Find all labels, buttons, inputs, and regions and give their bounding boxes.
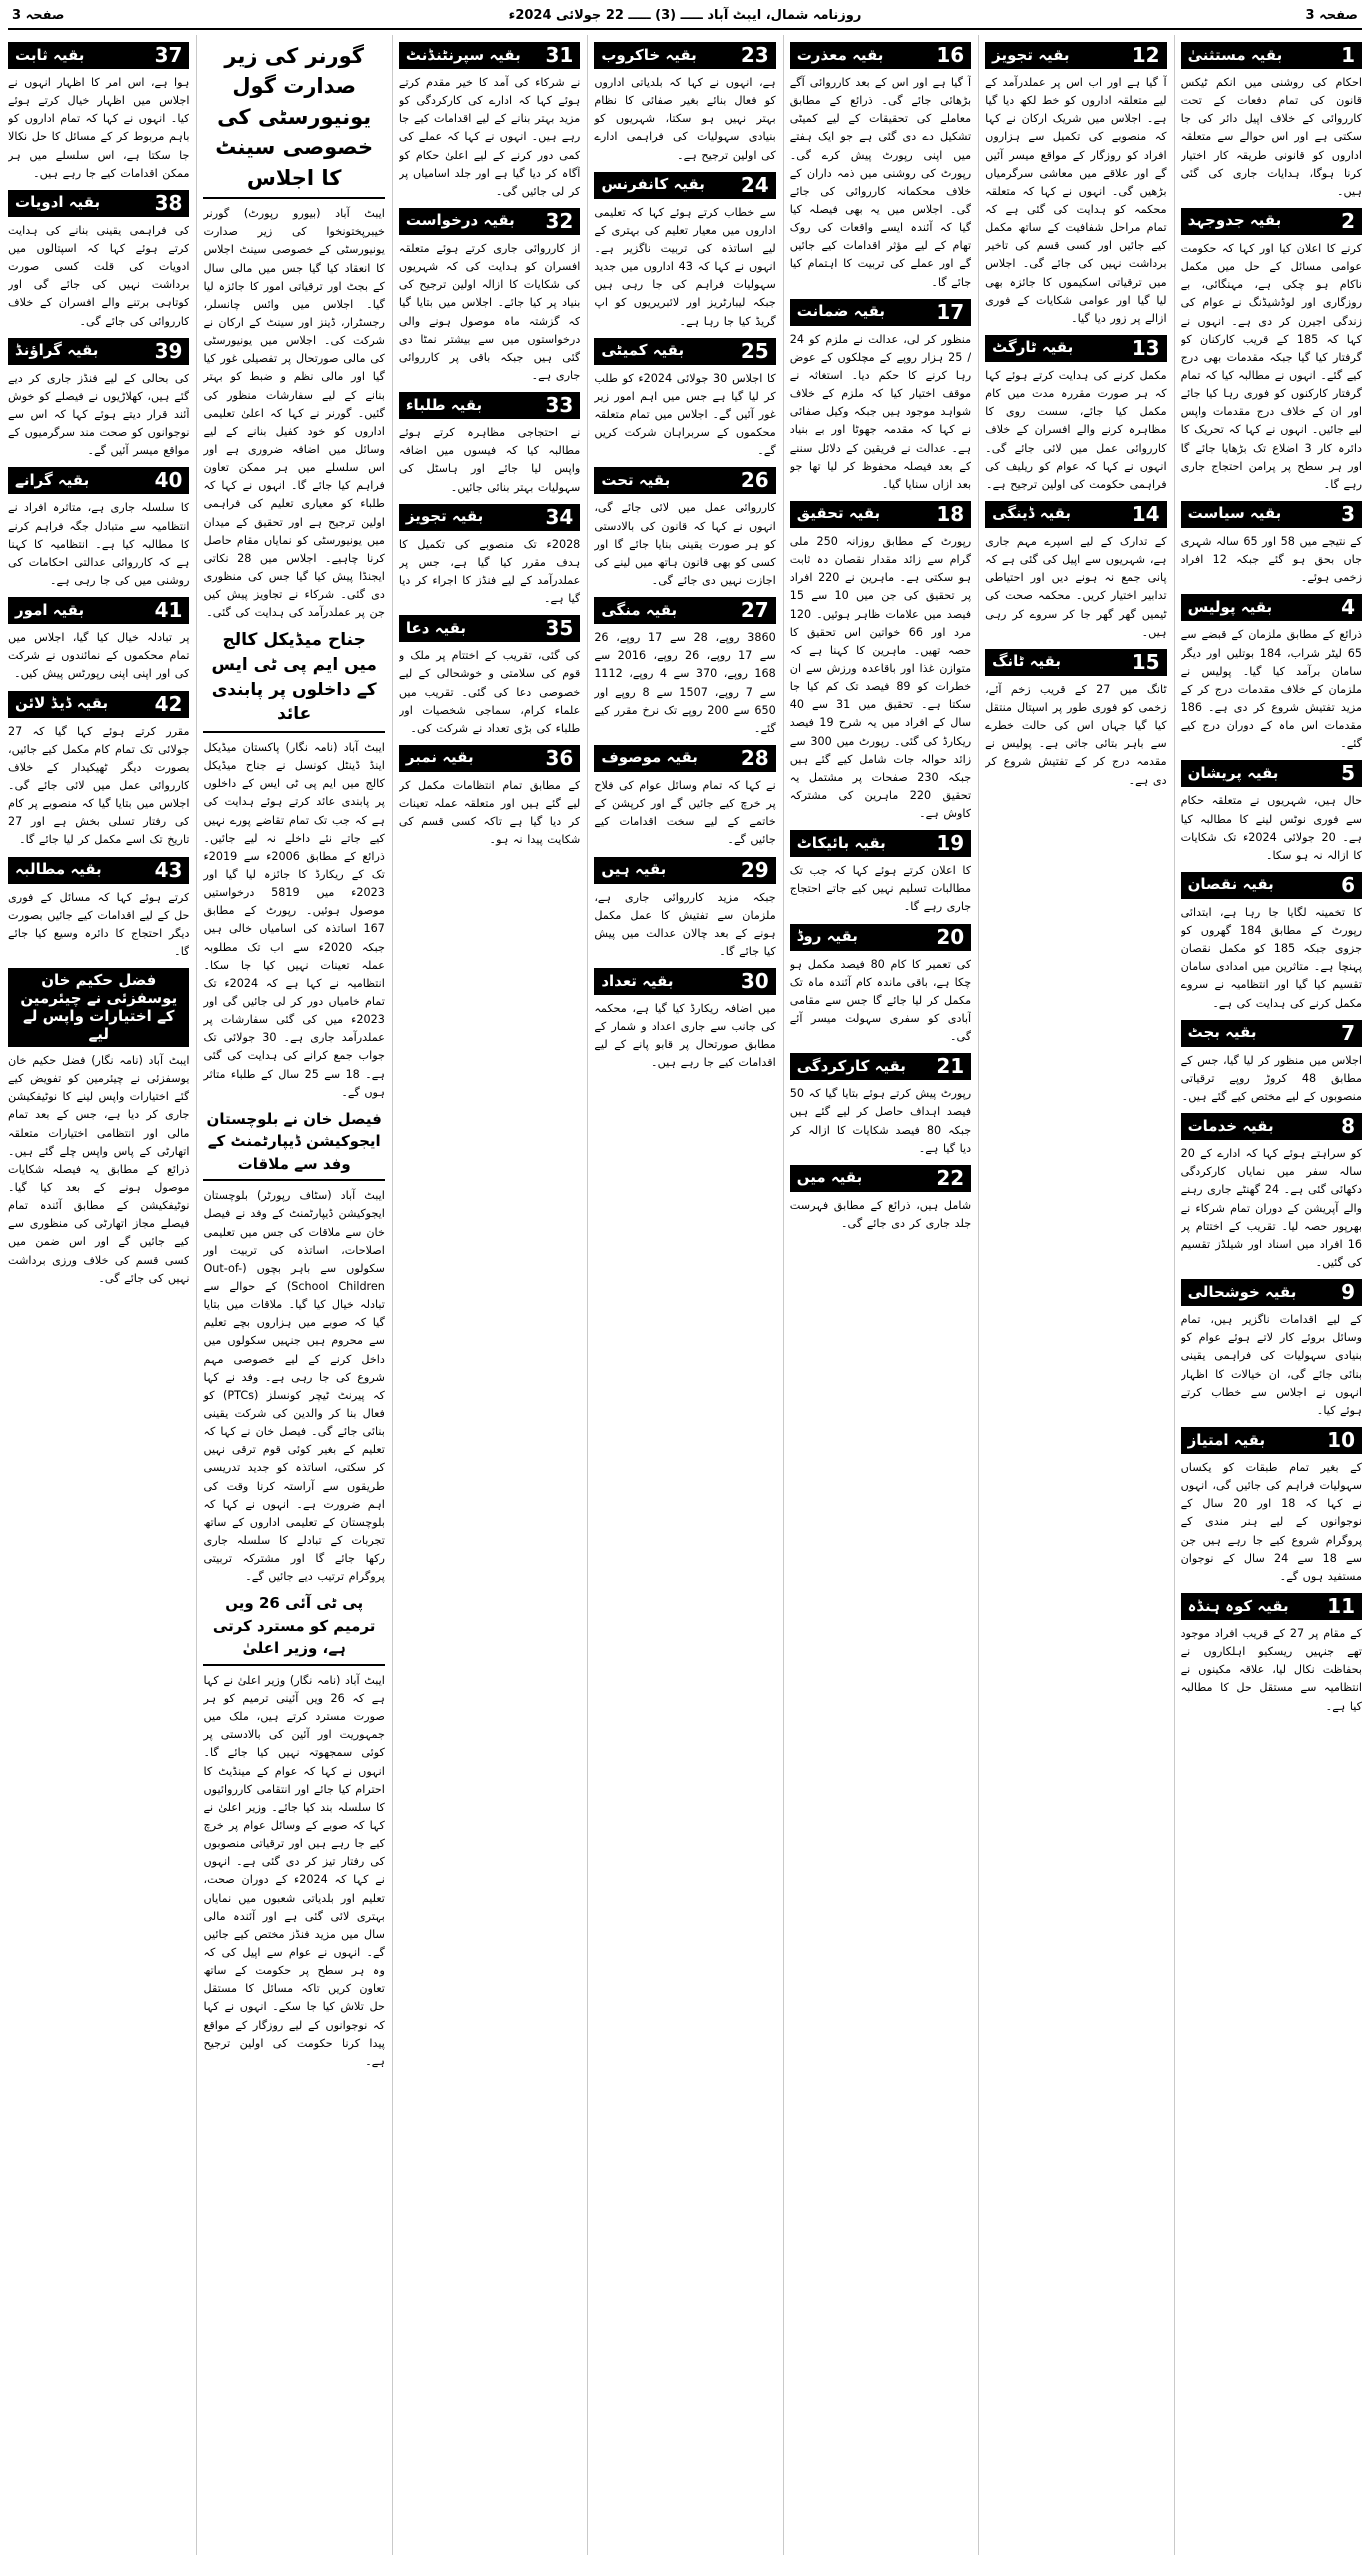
continuation-tag [790, 501, 971, 528]
column-content [1181, 35, 1362, 2555]
continuation-number: 40 [154, 468, 183, 493]
continuation-number: 3 [1341, 501, 1355, 526]
article-body [1181, 1052, 1362, 1106]
column-content [790, 35, 971, 2555]
article-body [594, 370, 775, 461]
article-body [594, 204, 775, 331]
paragraph: کے مطابق تمام انتظامات مکمل کر لیے گئے ہیں اور متعلقہ عملہ تعینات کر دیا گیا ہے تاکہ کسی قسم کی شکایت پیدا نہ ہو۔ [398, 778, 581, 847]
continuation-tag [594, 597, 775, 624]
continuation-number: 15 [1131, 649, 1160, 674]
article-body [399, 536, 580, 609]
continuation-number: 33 [545, 393, 574, 418]
masthead-center: روزنامہ شمال، ایبٹ آباد ـــــ (3) ـــــ 22 جولائی 2024ء [508, 8, 862, 23]
continuation-number: 41 [154, 598, 183, 623]
paragraph: کی تعمیر کا کام 80 فیصد مکمل ہو چکا ہے، باقی ماندہ کام آئندہ ماہ تک مکمل کر لیا جائے گا جس سے مقامی آبادی کو سفری سہولت میسر آئے گی۔ [789, 957, 972, 1044]
continuation-number: 4 [1341, 595, 1355, 620]
article-body [1181, 533, 1362, 587]
continuation-tag [1181, 208, 1362, 235]
continuation-label: بقیہ گراؤنڈ [15, 341, 99, 360]
continuation-tag [8, 597, 189, 624]
continuation-tag [594, 42, 775, 69]
continuation-label: بقیہ ثابت [15, 45, 85, 64]
article-body [790, 533, 971, 823]
continuation-number: 2 [1341, 208, 1355, 233]
continuation-label: بقیہ کمیٹی [601, 341, 685, 360]
continuation-number: 6 [1341, 872, 1355, 897]
column-4 [587, 35, 775, 2555]
continuation-tag [790, 1053, 971, 1080]
continuation-tag [985, 42, 1166, 69]
continuation-number: 34 [545, 504, 574, 529]
paragraph: ایبٹ آباد (سٹاف رپورٹر) بلوچستان ایجوکیشن ڈیپارٹمنٹ کے وفد نے فیصل خان سے ملاقات کی جس میں تعلیمی اصلاحات، اساتذہ کی تربیت اور سکولوں سے باہر بچوں (Out-of-School Children) کے حوالے سے تبادلہ خیال کیا گیا۔ ملاقات میں بتایا گیا کہ صوبے میں ہزاروں بچے تعلیم سے محروم ہیں جنہیں سکولوں میں داخل کرنے کے لیے خصوصی مہم شروع کی جا رہی ہے۔ وفد نے کہا کہ پیرنٹ ٹیچر کونسلز (PTCs) کو فعال بنا کر والدین کی شرکت یقینی بنائی جائے گی۔ فیصل خان نے کہا کہ تعلیم کے بغیر کوئی قوم ترقی نہیں کر سکتی، اساتذہ کو جدید تدریسی طریقوں سے آراستہ کرنا وقت کی اہم ضرورت ہے۔ انہوں نے کہا کہ بلوچستان کے تعلیمی اداروں کے ساتھ تجربات کے تبادلے کا سلسلہ جاری رکھا جائے گا اور مشترکہ تربیتی پروگرام ترتیب دیے جائیں گے۔ [203, 1189, 385, 1584]
section-banner: فضل حکیم خان یوسفزئی نے چیئرمین کے اختیارات واپس لے لیے [8, 968, 189, 1047]
article-body [1181, 1459, 1362, 1586]
continuation-label: بقیہ طلباء [405, 395, 483, 414]
continuation-number: 43 [154, 857, 183, 882]
column-7 [8, 35, 189, 2555]
article-body [1181, 1625, 1362, 1716]
article-headline[interactable]: پی ٹی آئی 26 ویں ترمیم کو مسترد کرتی ہے، وزیر اعلیٰ [203, 1592, 384, 1666]
paragraph: ایبٹ آباد (نامہ نگار) فضل حکیم خان یوسفزئی نے چیئرمین کو تفویض کیے گئے اختیارات واپس لینے کا نوٹیفکیشن جاری کر دیا ہے، جس کے بعد تمام مالی اور انتظامی اختیارات متعلقہ اتھارٹی کے پاس واپس چلے گئے ہیں۔ ذرائع کے مطابق یہ فیصلہ شکایات موصول ہونے کے بعد کیا گیا۔ نوٹیفکیشن کے مطابق آئندہ تمام فیصلے مجاز اتھارٹی کی منظوری سے کیے جائیں گے اور اس ضمن میں کسی قسم کی خلاف ورزی برداشت نہیں کی جائے گی۔ [8, 1054, 190, 1285]
masthead-left: صفحہ 3 [12, 8, 65, 23]
continuation-label: بقیہ امور [15, 600, 85, 619]
continuation-label: بقیہ کوہ ہنڈہ [1187, 1596, 1289, 1615]
continuation-label: بقیہ پریشان [1187, 763, 1279, 782]
paragraph: کی گئی، تقریب کے اختتام پر ملک و قوم کی سلامتی و خوشحالی کے لیے خصوصی دعا کی گئی۔ تقریب میں علماء کرام، سماجی شخصیات اور طلباء کی بڑی تعداد نے شرکت کی۔ [398, 649, 581, 735]
article-body [594, 74, 775, 165]
continuation-tag [1181, 872, 1362, 899]
article-body [594, 777, 775, 850]
continuation-tag [985, 649, 1166, 676]
paragraph: جبکہ مزید کارروائی جاری ہے، ملزمان سے تفتیش کا عمل مکمل ہونے کے بعد چالان عدالت میں پیش کیا جائے گا۔ [594, 890, 776, 958]
column-2 [978, 35, 1166, 2555]
continuation-tag [399, 208, 580, 235]
continuation-tag [594, 968, 775, 995]
paragraph: کرتے ہوئے کہا کہ مسائل کے فوری حل کے لیے اقدامات کیے جائیں بصورت دیگر احتجاج کا دائرہ وسیع کیا جائے گا۔ [8, 890, 190, 958]
continuation-label: بقیہ تحت [601, 470, 671, 489]
continuation-tag [399, 745, 580, 772]
continuation-label: بقیہ مطالبہ [15, 860, 102, 878]
continuation-label: بقیہ بجٹ [1187, 1023, 1257, 1042]
article-body [8, 222, 189, 331]
article-headline[interactable]: جناح میڈیکل کالج میں ایم پی ٹی ایس کے داخلوں پر پابندی عائد [203, 628, 384, 733]
column-1 [1174, 35, 1362, 2555]
paragraph: نے احتجاجی مظاہرہ کرتے ہوئے مطالبہ کیا کہ فیسوں میں اضافہ واپس لیا جائے اور ہاسٹل کی سہولیات بہتر بنائی جائیں۔ [398, 426, 581, 494]
article-body [1181, 792, 1362, 865]
continuation-number: 24 [740, 172, 769, 197]
paragraph: ایبٹ آباد (نامہ نگار) پاکستان میڈیکل اینڈ ڈینٹل کونسل نے جناح میڈیکل کالج میں ایم پی ٹی ایس کے داخلوں پر پابندی عائد کرتے ہوئے ہدایت کی ہے کہ جب تک تمام تقاضے پورے نہیں کیے جاتے نئے داخلے نہ لیے جائیں۔ ذرائع کے مطابق 2006ء سے 2019ء تک کے ریکارڈ کا جائزہ لیا گیا اور 2023ء میں 5819 درخواستیں موصول ہوئیں۔ رپورٹ کے مطابق 167 اساتذہ کی اسامیاں خالی ہیں جبکہ 2020ء سے اب تک مطلوبہ عملہ تعینات نہیں کیا جا سکا۔ انتظامیہ نے کہا ہے کہ 2024ء تک تمام خامیاں دور کر لی جائیں گی اور 2023ء میں کی گئی سفارشات پر عملدرآمد جاری ہے۔ 30 جولائی تک جواب جمع کرانے کی ہدایت کی گئی ہے۔ 18 سے 25 سال کے طلباء متاثر ہوں گے۔ [203, 740, 385, 1099]
continuation-tag [790, 924, 971, 951]
continuation-tag [1181, 1593, 1362, 1620]
paragraph: ایبٹ آباد (نامہ نگار) وزیر اعلیٰ نے کہا ہے کہ 26 ویں آئینی ترمیم کو ہر صورت مسترد کرتے ہیں، ملک میں جمہوریت اور آئین کی بالادستی پر کوئی سمجھوتہ نہیں کیا جائے گا۔ انہوں نے کہا کہ عوام کے مینڈیٹ کا احترام کیا جائے اور انتقامی کارروائیوں کا سلسلہ بند کیا جائے۔ وزیر اعلیٰ نے کہا کہ صوبے کے وسائل عوام پر خرچ کیے جا رہے ہیں اور ترقیاتی منصوبوں کی رفتار تیز کر دی گئی ہے۔ انہوں نے کہا کہ 2024ء کے دوران صحت، تعلیم اور بلدیاتی شعبوں میں نمایاں بہتری لائی گئی ہے اور آئندہ مالی سال میں مزید فنڈز مختص کیے جائیں گے۔ انہوں نے عوام سے اپیل کی کہ وہ ہر سطح پر حکومت کے ساتھ تعاون کریں تاکہ مسائل کا مستقل حل تلاش کیا جا سکے۔ انہوں نے کہا کہ نوجوانوں کے لیے روزگار کے مواقع پیدا کرنا حکومت کی اولین ترجیح ہے۔ [203, 1673, 385, 2068]
article-body [985, 367, 1166, 494]
article-body [203, 1187, 384, 1586]
continuation-number: 38 [154, 190, 183, 215]
continuation-tag [1181, 1427, 1362, 1454]
article-body [203, 1672, 384, 2071]
article-body [790, 862, 971, 916]
paragraph: کا اجلاس 30 جولائی 2024ء کو طلب کر لیا گیا ہے جس میں اہم امور زیر غور آئیں گے۔ اجلاس میں تمام متعلقہ محکموں کے سربراہان شرکت کریں گے۔ [594, 371, 776, 458]
article-headline[interactable]: گورنر کی زیر صدارت گول یونیورسٹی کی خصوصی سینٹ کا اجلاس [203, 41, 384, 199]
paragraph: کے بغیر تمام طبقات کو یکساں سہولیات فراہم کی جائیں گی، انہوں نے کہا کہ 18 اور 20 سال کے نوجوانوں کے لیے ہنر مندی کے پروگرام شروع کیے جا رہے ہیں جن سے 18 سے 24 سال کے نوجوان مستفید ہوں گے۔ [1180, 1461, 1362, 1583]
masthead-right: صفحہ 3 [1305, 8, 1358, 23]
continuation-number: 13 [1131, 335, 1160, 360]
article-body [1181, 626, 1362, 753]
continuation-label: بقیہ خدمات [1187, 1116, 1274, 1135]
continuation-number: 19 [936, 831, 965, 856]
column-grid [8, 35, 1362, 2555]
paragraph: 2028ء تک منصوبے کی تکمیل کا ہدف مقرر کیا گیا ہے، جس پر عملدرآمد کے لیے فنڈز کا اجراء کر دیا گیا ہے۔ [398, 537, 581, 606]
paragraph: کے تدارک کے لیے اسپرے مہم جاری ہے، شہریوں سے اپیل کی گئی ہے کہ پانی جمع نہ ہونے دیں اور احتیاطی تدابیر اختیار کریں۔ محکمہ صحت کی ٹیمیں گھر گھر جا کر سروے کر رہی ہیں۔ [985, 534, 1167, 639]
continuation-label: بقیہ ٹانگ [992, 652, 1061, 671]
continuation-number: 23 [740, 43, 769, 67]
continuation-label: بقیہ روڈ [796, 927, 858, 946]
continuation-number: 29 [740, 857, 769, 882]
paragraph: کی بحالی کے لیے فنڈز جاری کر دیے گئے ہیں، کھلاڑیوں نے فیصلے کو خوش آئند قرار دیتے ہوئے کہا کہ اس سے نوجوانوں کو صحت مند سرگرمیوں کے مواقع میسر آئیں گے۔ [8, 371, 190, 458]
article-body [790, 74, 971, 292]
paragraph: کو سراہتے ہوئے کہا کہ ادارے کے 20 سالہ سفر میں نمایاں کارکردگی دکھائی گئی ہے۔ 24 گھنٹے جاری رہنے والے آپریشن کے دوران تمام شرکاء نے بھرپور حصہ لیا۔ تقریب کے اختتام پر 16 افراد میں اسناد اور شیلڈز تقسیم کی گئیں۔ [1180, 1147, 1362, 1270]
continuation-number: 36 [545, 745, 574, 770]
continuation-tag [399, 42, 580, 69]
paragraph: کا تخمینہ لگایا جا رہا ہے، ابتدائی رپورٹ کے مطابق 184 گھروں کو جزوی جبکہ 185 کو مکمل نقصان پہنچا ہے۔ متاثرین میں امدادی سامان تقسیم کیا گیا اور انتظامیہ نے سروے مکمل کرنے کی ہدایت کی ہے۔ [1180, 905, 1362, 1010]
continuation-tag [8, 857, 189, 884]
continuation-tag [399, 392, 580, 419]
article-body [790, 1085, 971, 1158]
continuation-tag [790, 42, 971, 69]
continuation-tag [1181, 42, 1362, 69]
paragraph: مقرر کرتے ہوئے کہا گیا کہ 27 جولائی تک تمام کام مکمل کیے جائیں، بصورت دیگر ٹھیکیدار کے خلاف کارروائی عمل میں لائی جائے گی۔ اجلاس میں بتایا گیا کہ منصوبے پر کام کی رفتار تسلی بخش ہے اور 27 تاریخ تک اسے مکمل کر لیا جائے گا۔ [8, 724, 190, 847]
continuation-tag [594, 857, 775, 884]
continuation-label: بقیہ پولیس [1187, 597, 1273, 616]
continuation-label: بقیہ کارکردگی [796, 1056, 906, 1075]
article-body [1181, 1145, 1362, 1272]
continuation-label: بقیہ جدوجہد [1187, 211, 1282, 230]
continuation-number: 32 [545, 208, 574, 233]
article-body [985, 681, 1166, 790]
paragraph: ٹانگ میں 27 کے قریب زخم آئے، زخمی کو فوری طور پر اسپتال منتقل کیا گیا جہاں اس کی حالت خطرے سے باہر بتائی جاتی ہے۔ پولیس نے مقدمہ درج کر کے تفتیش شروع کر دی ہے۔ [985, 682, 1167, 787]
continuation-label: بقیہ میں [796, 1168, 863, 1187]
article-body [594, 889, 775, 962]
paragraph: کے مقام پر 27 کے قریب افراد موجود تھے جنہیں ریسکیو اہلکاروں نے بحفاظت نکال لیا، علاقہ مکینوں نے انتظامیہ سے مستقل حل کا مطالبہ کیا ہے۔ [1180, 1627, 1362, 1713]
continuation-tag [790, 830, 971, 857]
continuation-number: 12 [1131, 43, 1160, 67]
masthead [8, 6, 1362, 30]
paragraph: منظور کر لی، عدالت نے ملزم کو 24 / 25 ہزار روپے کے مچلکوں کے عوض رہا کرنے کا حکم دیا۔ استغاثہ نے موقف اختیار کیا کہ ملزم کے خلاف شواہد موجود ہیں جبکہ وکیل صفائی نے کہا کہ مقدمہ جھوٹا اور بے بنیاد ہے۔ عدالت نے فریقین کے دلائل سننے کے بعد فیصلہ محفوظ کر لیا تھا جو بعد ازاں سنایا گیا۔ [789, 332, 972, 491]
continuation-label: بقیہ ڈیڈ لائن [15, 694, 109, 713]
continuation-label: بقیہ نقصان [1187, 875, 1274, 894]
continuation-number: 42 [154, 691, 183, 716]
paragraph: احکام کی روشنی میں انکم ٹیکس قانون کی تمام دفعات کے تحت کارروائی کے خلاف اپیل دائر کی جا سکتی ہے اور اس حوالے سے متعلقہ اداروں کو قانونی طریقہ کار اختیار کرنا ہوگا، ہدایات جاری کی گئی ہیں۔ [1180, 76, 1362, 198]
continuation-label: بقیہ تعداد [601, 971, 674, 990]
continuation-number: 16 [936, 43, 965, 67]
paragraph: کا اعلان کرتے ہوئے کہا کہ جب تک مطالبات تسلیم نہیں کیے جاتے احتجاج جاری رہے گا۔ [789, 864, 972, 914]
article-body [203, 739, 384, 1102]
column-content [594, 35, 775, 2555]
paragraph: سے خطاب کرتے ہوئے کہا کہ تعلیمی اداروں میں معیار تعلیم کی بہتری کے لیے اساتذہ کی تربیت ناگزیر ہے۔ انہوں نے کہا کہ 43 اداروں میں جدید سہولیات فراہم کی جا رہی ہیں جبکہ لیبارٹریز اور لائبریریوں کو اپ گریڈ کیا جا رہا ہے۔ [594, 205, 776, 328]
column-5 [392, 35, 580, 2555]
article-body [1181, 1311, 1362, 1420]
continuation-label: بقیہ ڈینگی [992, 504, 1072, 523]
continuation-number: 10 [1327, 1428, 1355, 1453]
continuation-number: 17 [936, 299, 965, 324]
paragraph: 3860 روپے، 28 سے 17 روپے، 26 سے 17 روپے، 26 روپے، 2016 سے 168 روپے، 370 سے 4 روپے، 1112 سے 7 روپے، 1507 سے 8 روپے اور 650 سے 200 روپے تک نرخ مقرر کیے گئے۔ [594, 631, 776, 735]
continuation-number: 28 [740, 745, 769, 770]
paragraph: آ گیا ہے اور اب اس پر عملدرآمد کے لیے متعلقہ اداروں کو خط لکھ دیا گیا ہے۔ اجلاس میں شریک ارکان نے کہا کہ منصوبے کی تکمیل سے ہزاروں افراد کو روزگار کے مواقع میسر آئیں گے اور علاقے میں معاشی سرگرمیاں بڑھیں گی۔ انہوں نے کہا کہ متعلقہ محکمہ کو ہدایت کی گئی ہے کہ تمام مراحل شفافیت کے ساتھ مکمل کیے جائیں اور کسی قسم کی تاخیر برداشت نہیں کی جائے گی۔ اجلاس میں ترقیاتی اسکیموں کا جائزہ بھی لیا گیا اور عوامی شکایات کے فوری ازالے پر زور دیا گیا۔ [985, 76, 1167, 325]
article-body [1181, 74, 1362, 201]
continuation-label: بقیہ گرانے [15, 470, 90, 489]
paragraph: پر تبادلہ خیال کیا گیا، اجلاس میں تمام محکموں کے نمائندوں نے شرکت کی اور اپنی اپنی رپورٹس پیش کیں۔ [8, 631, 190, 681]
article-body [399, 424, 580, 497]
paragraph: کارروائی عمل میں لائی جائے گی، انہوں نے کہا کہ قانون کی بالادستی کو ہر صورت یقینی بنایا جائے گا اور کسی کو بھی قانون ہاتھ میں لینے کی اجازت نہیں دی جائے گی۔ [594, 501, 776, 587]
continuation-label: بقیہ بائیکاٹ [796, 833, 886, 852]
continuation-label: بقیہ خاکروب [601, 45, 697, 64]
continuation-tag [985, 335, 1166, 362]
continuation-tag [8, 190, 189, 217]
continuation-tag [399, 504, 580, 531]
continuation-label: بقیہ خوشحالی [1187, 1282, 1297, 1301]
continuation-label: بقیہ مستثنیٰ [1187, 45, 1283, 64]
continuation-label: بقیہ معذرت [796, 45, 884, 64]
article-body [594, 1000, 775, 1073]
article-body [1181, 240, 1362, 494]
continuation-label: بقیہ ہیں [601, 860, 667, 878]
continuation-tag [1181, 760, 1362, 787]
continuation-number: 18 [936, 501, 965, 526]
continuation-tag [790, 1165, 971, 1192]
continuation-tag [8, 691, 189, 718]
continuation-label: بقیہ تجویز [405, 507, 484, 526]
continuation-number: 26 [740, 468, 769, 493]
paragraph: شامل ہیں، ذرائع کے مطابق فہرست جلد جاری کر دی جائے گی۔ [789, 1198, 972, 1231]
article-body [399, 777, 580, 850]
paragraph: ذرائع کے مطابق ملزمان کے قبضے سے 65 لیٹر شراب، 184 بوتلیں اور دیگر سامان برآمد کیا گیا۔ پولیس نے ملزمان کے خلاف مقدمات درج کر کے مزید تفتیش شروع کر دی ہے۔ 186 مقدمات اس ماہ کے دوران درج کیے گئے۔ [1180, 628, 1362, 751]
article-body [399, 74, 580, 201]
article-body [8, 723, 189, 850]
column-content [203, 35, 384, 2555]
paragraph: ایبٹ آباد (بیورو رپورٹ) گورنر خیبرپختونخوا کی زیر صدارت یونیورسٹی کے خصوصی سینٹ اجلاس کا انعقاد کیا گیا جس میں مالی سال کے بجٹ اور ترقیاتی امور کا جائزہ لیا گیا۔ اجلاس میں وائس چانسلر، رجسٹرار، ڈینز اور سینٹ کے ارکان نے شرکت کی۔ اجلاس میں یونیورسٹی کی مالی صورتحال پر تفصیلی غور کیا گیا اور مالی نظم و ضبط کو بہتر بنانے کے لیے سفارشات منظور کی گئیں۔ گورنر نے کہا کہ اعلیٰ تعلیمی اداروں کو خود کفیل بنانے کے لیے وسائل میں اضافہ ضروری ہے اور اس سلسلے میں ہر ممکن تعاون فراہم کیا جائے گا۔ انہوں نے کہا کہ طلباء کو معیاری تعلیم کی فراہمی اولین ترجیح ہے اور تحقیق کے میدان میں یونیورسٹی کو نمایاں مقام حاصل کرنا چاہیے۔ اجلاس میں 28 نکاتی ایجنڈا پیش کیا گیا جس کی منظوری دی گئی۔ شرکاء نے تجاویز پیش کیں جن پر عملدرآمد کی ہدایت کی گئی۔ [203, 207, 385, 620]
article-body [203, 205, 384, 622]
column-content [399, 35, 580, 2555]
continuation-label: بقیہ منگی [601, 600, 678, 619]
continuation-tag [594, 745, 775, 772]
continuation-tag [1181, 501, 1362, 528]
column-3 [783, 35, 971, 2555]
continuation-label: بقیہ نمبر [405, 748, 474, 767]
continuation-tag [790, 299, 971, 326]
continuation-number: 7 [1341, 1020, 1355, 1045]
paragraph: ہے، انہوں نے کہا کہ بلدیاتی اداروں کو فعال بنائے بغیر صفائی کا نظام بہتر نہیں ہو سکتا، شہریوں کو بنیادی سہولیات کی فراہمی ادارے کی اولین ترجیح ہے۔ [594, 76, 776, 162]
article-body [790, 1197, 971, 1233]
article-body [790, 331, 971, 494]
continuation-number: 37 [154, 43, 183, 67]
article-body [790, 956, 971, 1047]
continuation-tag [1181, 594, 1362, 621]
paragraph: کے لیے اقدامات ناگزیر ہیں، تمام وسائل بروئے کار لاتے ہوئے عوام کو بنیادی سہولیات کی فراہمی یقینی بنائی جائے گی، ان خیالات کا اظہار انہوں نے اجلاس سے خطاب کرتے ہوئے کیا۔ [1180, 1313, 1362, 1417]
continuation-label: بقیہ موصوف [601, 748, 698, 767]
paragraph: نے کہا کہ تمام وسائل عوام کی فلاح پر خرچ کیے جائیں گے اور کرپشن کے خاتمے کے لیے سخت اقدامات کیے جائیں گے۔ [594, 778, 776, 847]
continuation-number: 20 [936, 924, 965, 949]
column-content [8, 35, 189, 2555]
continuation-number: 27 [740, 598, 769, 623]
continuation-label: بقیہ کانفرنس [601, 175, 705, 194]
continuation-label: بقیہ ٹارگٹ [992, 338, 1074, 357]
paragraph: کرنے کا اعلان کیا اور کہا کہ حکومت عوامی مسائل کے حل میں مکمل ناکام ہو چکی ہے، مہنگائی، بے روزگاری اور لوڈشیڈنگ نے عوام کی زندگی اجیرن کر دی ہے۔ انہوں نے کہا کہ 185 کے قریب کارکنان کو گرفتار کیا گیا جبکہ مقدمات بھی درج کیے گئے۔ انہوں نے مطالبہ کیا کہ تمام گرفتار کارکنوں کو فوری رہا کیا جائے اور ان کے خلاف درج مقدمات واپس لیے جائیں۔ انہوں نے کہا کہ تحریک کا دائرہ کار 3 اضلاع تک بڑھایا جائے گا اور ہر سطح پر پرامن احتجاج جاری رہے گا۔ [1180, 241, 1362, 491]
paragraph: رپورٹ پیش کرتے ہوئے بتایا گیا کہ 50 فیصد اہداف حاصل کر لیے گئے ہیں جبکہ 80 فیصد شکایات کا ازالہ کر دیا گیا ہے۔ [789, 1087, 972, 1155]
continuation-number: 35 [545, 616, 574, 641]
continuation-label: بقیہ دعا [405, 618, 467, 637]
article-body [594, 629, 775, 738]
article-body [8, 629, 189, 683]
article-body [399, 647, 580, 738]
paragraph: رپورٹ کے مطابق روزانہ 250 ملی گرام سے زائد مقدار نقصان دہ ثابت ہو سکتی ہے۔ ماہرین نے 220 افراد پر تحقیق کی جن میں 10 سے 15 فیصد میں علامات ظاہر ہوئیں۔ 120 مرد اور 66 خواتین اس تحقیق کا حصہ تھیں۔ ماہرین کا کہنا ہے کہ متوازن غذا اور باقاعدہ ورزش سے ان خطرات کو 89 فیصد تک کم کیا جا سکتا ہے۔ تحقیق میں 31 سے 40 سال کے افراد میں یہ شرح 19 فیصد ریکارڈ کی گئی۔ رپورٹ میں 300 سے زائد حوالہ جات شامل کیے گئے ہیں جبکہ 230 صفحات پر مشتمل یہ تحقیق 220 ماہرین کی مشترکہ کاوش ہے۔ [789, 534, 972, 821]
continuation-tag [8, 42, 189, 69]
article-body [985, 74, 1166, 328]
continuation-label: بقیہ سپرنٹنڈنٹ [405, 45, 521, 64]
continuation-number: 5 [1341, 761, 1355, 786]
continuation-tag [1181, 1020, 1362, 1047]
article-body [399, 240, 580, 385]
article-headline[interactable]: فیصل خان نے بلوچستان ایجوکیشن ڈیپارٹمنٹ کے وفد سے ملاقات [203, 1108, 384, 1182]
continuation-number: 8 [1341, 1114, 1355, 1139]
continuation-number: 30 [740, 969, 769, 994]
article-body [8, 889, 189, 962]
paragraph: کی فراہمی یقینی بنانے کی ہدایت کرتے ہوئے کہا کہ اسپتالوں میں ادویات کی قلت کسی صورت برداشت نہیں کی جائے گی اور کوتاہی برتنے والے افسران کے خلاف کارروائی کی جائے گی۔ [8, 223, 190, 328]
article-body [8, 370, 189, 461]
paragraph: از کارروائی جاری کرتے ہوئے متعلقہ افسران کو ہدایت کی کہ شہریوں کی شکایات کا ازالہ اولین ترجیح کی بنیاد پر کیا جائے۔ اجلاس میں بتایا گیا کہ گزشتہ ماہ موصول ہونے والی درخواستوں میں سے بیشتر نمٹا دی گئی ہیں جبکہ باقی پر کارروائی جاری ہے۔ [398, 241, 581, 382]
continuation-label: بقیہ درخواست [405, 211, 515, 230]
continuation-number: 9 [1341, 1280, 1355, 1305]
paragraph: ہوا ہے، اس امر کا اظہار انہوں نے اجلاس میں اظہار خیال کرتے ہوئے کیا۔ انہوں نے کہا کہ تمام اداروں کو باہم مربوط کر کے مسائل کا حل نکالا جا سکتا ہے، اس سلسلے میں ہر ممکن اقدامات کیے جا رہے ہیں۔ [8, 76, 190, 180]
paragraph: اجلاس میں منظور کر لیا گیا، جس کے مطابق 48 کروڑ روپے ترقیاتی منصوبوں کے لیے مختص کیے گئے ہیں۔ [1180, 1053, 1362, 1104]
continuation-tag [594, 172, 775, 199]
continuation-tag [594, 338, 775, 365]
article-body [1181, 904, 1362, 1013]
continuation-number: 31 [545, 43, 574, 67]
continuation-tag [985, 501, 1166, 528]
paragraph: حال ہیں، شہریوں نے متعلقہ حکام سے فوری نوٹس لینے کا مطالبہ کیا ہے۔ 20 جولائی 2024ء تک شکایات کا ازالہ نہ ہو سکا۔ [1180, 794, 1362, 862]
continuation-number: 25 [740, 338, 769, 363]
continuation-number: 21 [936, 1054, 965, 1079]
continuation-number: 22 [936, 1165, 965, 1190]
column-content [985, 35, 1166, 2555]
article-body [8, 1052, 189, 1288]
continuation-number: 1 [1341, 43, 1355, 67]
paragraph: کا سلسلہ جاری ہے، متاثرہ افراد نے انتظامیہ سے متبادل جگہ فراہم کرنے کا مطالبہ کیا ہے۔ انتظامیہ کا کہنا ہے کہ کارروائی عدالتی احکامات کی روشنی میں کی جا رہی ہے۔ [8, 501, 190, 587]
continuation-number: 14 [1131, 501, 1160, 526]
continuation-number: 11 [1327, 1594, 1355, 1618]
continuation-label: بقیہ تحقیق [796, 504, 881, 523]
article-body [985, 533, 1166, 642]
column-6 [196, 35, 384, 2555]
paragraph: نے شرکاء کی آمد کا خیر مقدم کرتے ہوئے کہا کہ ادارے کی کارکردگی کو مزید بہتر بنانے کے لیے اقدامات کیے جا رہے ہیں۔ انہوں نے کہا کہ عملے کی کمی دور کرنے کے لیے اعلیٰ حکام کو آگاہ کر دیا گیا ہے اور جلد اسامیاں پر کر لی جائیں گی۔ [398, 76, 581, 198]
continuation-tag [8, 338, 189, 365]
continuation-label: بقیہ تجویز [992, 45, 1070, 64]
continuation-tag [1181, 1279, 1362, 1306]
continuation-tag [594, 467, 775, 494]
paragraph: میں اضافہ ریکارڈ کیا گیا ہے، محکمہ کی جانب سے جاری اعداد و شمار کے مطابق صورتحال پر قابو پانے کے لیے اقدامات کیے جا رہے ہیں۔ [594, 1002, 776, 1070]
continuation-label: بقیہ ضمانت [796, 302, 885, 321]
paragraph: کے نتیجے میں 58 اور 65 سالہ شہری جاں بحق ہو گئے جبکہ 12 افراد زخمی ہوئے۔ [1180, 534, 1362, 585]
continuation-label: بقیہ امتیاز [1187, 1430, 1266, 1449]
continuation-tag [1181, 1113, 1362, 1140]
paragraph: آ گیا ہے اور اس کے بعد کارروائی آگے بڑھائی جائے گی۔ ذرائع کے مطابق معاملے کی تحقیقات کے لیے کمیٹی تشکیل دے دی گئی ہے جو ایک ہفتے میں اپنی رپورٹ پیش کرے گی۔ رپورٹ کی روشنی میں ذمہ داران کے خلاف محکمانہ کارروائی کی جائے گی۔ اجلاس میں یہ بھی فیصلہ کیا گیا کہ آئندہ ایسے واقعات کی روک تھام کے لیے مؤثر اقدامات کیے جائیں گے اور عملے کی تربیت کا اہتمام کیا جائے گا۔ [789, 76, 972, 289]
continuation-tag [8, 467, 189, 494]
continuation-label: بقیہ سیاست [1187, 504, 1282, 523]
continuation-tag [399, 615, 580, 642]
paragraph: مکمل کرنے کی ہدایت کرتے ہوئے کہا کہ ہر صورت مقررہ مدت میں کام مکمل کیا جائے، سست روی کا مظاہرہ کرنے والے افسران کے خلاف کارروائی عمل میں لائی جائے گی۔ انہوں نے کہا کہ عوام کو ریلیف کی فراہمی حکومت کی اولین ترجیح ہے۔ [985, 368, 1167, 491]
continuation-label: بقیہ ادویات [15, 193, 101, 212]
article-body [8, 74, 189, 183]
continuation-number: 39 [154, 338, 183, 363]
article-body [8, 499, 189, 590]
article-body [594, 499, 775, 590]
